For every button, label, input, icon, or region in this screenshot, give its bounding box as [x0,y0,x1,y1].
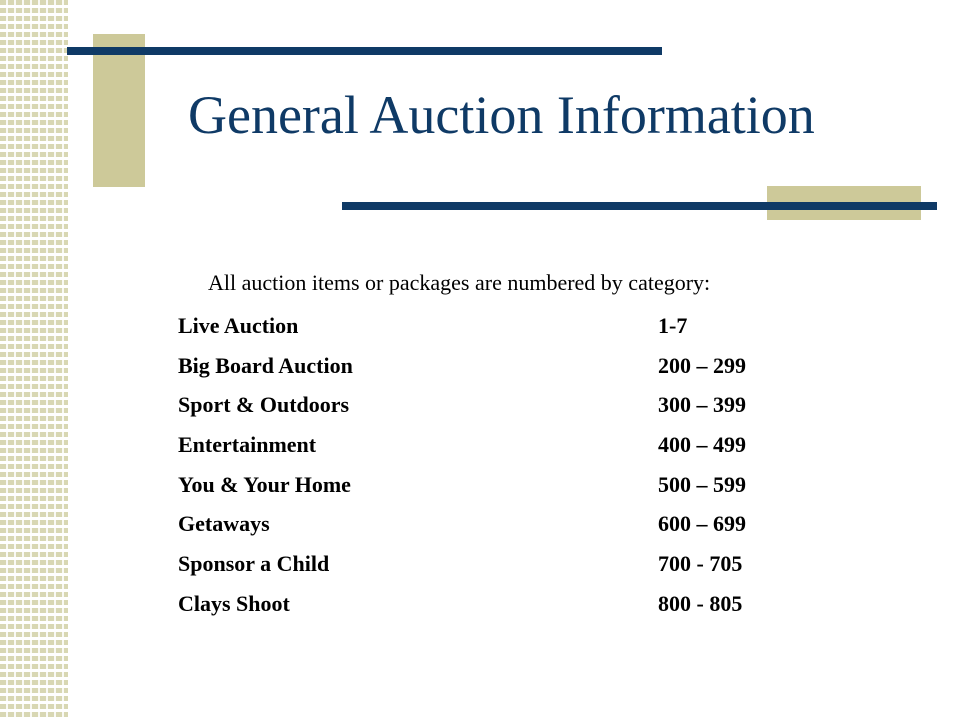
decorative-left-stripe [0,0,68,720]
category-row [178,547,746,587]
category-range: 700 - 705 [658,551,743,577]
category-name: Live Auction [178,313,299,338]
category-name: Big Board Auction [178,352,353,378]
category-name: Sport & Outdoors [178,392,350,418]
category-name: You & Your Home [178,471,351,497]
category-row [178,507,746,547]
category-range: 200 – 299 [658,352,746,378]
category-range: 300 – 399 [658,392,746,418]
category-name: Clays Shoot [178,590,290,616]
decorative-tan-block-top [93,34,145,187]
category-list [178,309,746,627]
category-range: 800 - 805 [658,590,743,616]
category-row [178,349,746,389]
category-range: 600 – 699 [658,511,746,537]
category-range: 1-7 [658,313,688,338]
decorative-rule-bottom [342,202,937,210]
category-row [178,587,746,627]
category-name: Entertainment [178,432,317,458]
category-range: 500 – 599 [658,471,746,497]
slide-title: General Auction Information [188,85,815,145]
category-name: Getaways [178,511,270,537]
category-row [178,388,746,428]
intro-text: All auction items or packages are numbered by category: [208,270,711,295]
category-row [178,309,746,349]
decorative-rule-top [67,47,662,55]
category-name: Sponsor a Child [178,551,330,577]
category-row [178,468,746,508]
category-row [178,428,746,468]
category-range: 400 – 499 [658,432,746,458]
